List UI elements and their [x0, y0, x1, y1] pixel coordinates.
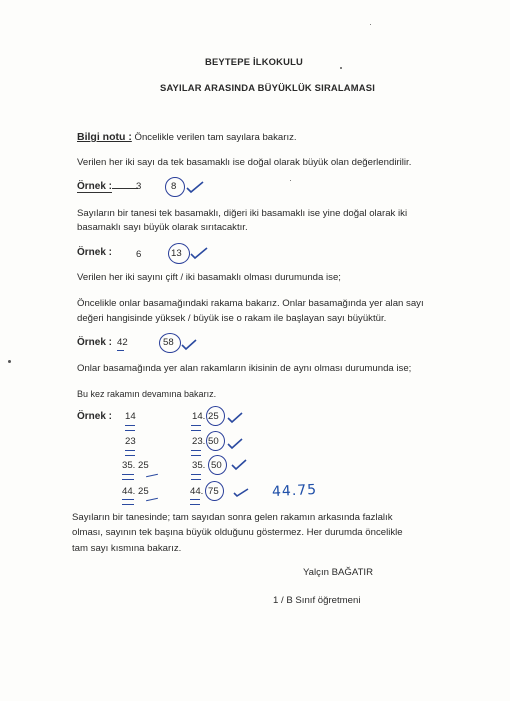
example4-label: Örnek : — [77, 411, 113, 422]
rule-same-tens: Onlar basamağında yer alan rakamların ikisinin de aynı olması durumunda ise; — [77, 363, 412, 374]
example2-b: 13 — [171, 248, 182, 259]
example3-a: 42 — [117, 337, 128, 348]
right-number-int: 23. — [192, 436, 206, 447]
rule-tens-line2: değeri hangisinde yüksek / büyük ise o rakam ile başlayan sayı büyüktür. — [77, 313, 387, 324]
check-icon — [226, 411, 244, 424]
right-number-dec: 50 — [208, 436, 219, 447]
double-underline-mark — [191, 474, 201, 480]
right-number-int: 14. — [192, 411, 206, 422]
check-icon — [230, 458, 248, 471]
example1-label: Örnek : — [77, 181, 138, 193]
double-underline-mark — [122, 474, 134, 480]
check-icon — [180, 338, 198, 351]
rule-single-digit: Verilen her iki sayı da tek basamaklı ise doğal olarak büyük olan değerlendirilir. — [77, 157, 412, 168]
rule-two-digit-line1: Sayıların bir tanesi tek basamaklı, diğeri iki basamaklı ise yine doğal olarak iki — [77, 208, 408, 219]
teacher-role: 1 / B Sınıf öğretmeni — [273, 595, 361, 606]
check-icon — [226, 437, 244, 450]
rule-tens-line1: Öncelikle onlar basamağındaki rakama bakarız. Onlar basamağında yer alan sayı — [77, 298, 424, 309]
rule-look-further: Bu kez rakamın devamına bakarız. — [77, 389, 217, 399]
left-number: 23 — [125, 436, 136, 447]
right-number-int: 44. — [190, 486, 204, 497]
teacher-name: Yalçın BAĞATIR — [303, 567, 374, 578]
underline-mark — [146, 498, 158, 501]
scan-speck — [290, 180, 291, 181]
check-icon — [232, 486, 250, 498]
right-number-dec: 50 — [211, 460, 222, 471]
scan-speck — [340, 67, 342, 69]
example3-b: 58 — [163, 337, 174, 348]
right-number-dec: 75 — [208, 486, 219, 497]
double-underline-mark — [125, 450, 135, 456]
info-note — [77, 131, 297, 144]
page-title: SAYILAR ARASINDA BÜYÜKLÜK SIRALAMASI — [160, 82, 376, 93]
conclusion-line2: olması, sayının tek başına büyük olduğunu göstermez. Her durumda öncelikle — [72, 527, 403, 538]
double-underline-mark — [125, 425, 135, 431]
rule-two-digit-line2: basamaklı sayı büyük olarak sırıtacaktır. — [77, 222, 248, 233]
double-underline-mark — [191, 425, 201, 431]
double-underline-mark — [190, 499, 200, 505]
conclusion-line1: Sayıların bir tanesinde; tam sayıdan sonra gelen rakamın arkasında fazlalık — [72, 512, 393, 523]
scan-speck — [8, 360, 11, 363]
example1-a: 3 — [136, 181, 142, 192]
example1-b: 8 — [171, 181, 177, 192]
underline-mark — [117, 350, 124, 351]
example2-label: Örnek : — [77, 247, 113, 258]
check-icon — [189, 246, 209, 260]
check-icon — [185, 180, 205, 194]
info-label: Bilgi notu : — [77, 131, 132, 143]
school-name: BEYTEPE İLKOKULU — [205, 56, 303, 67]
left-number: 44. 25 — [122, 486, 149, 497]
example2-a: 6 — [136, 249, 142, 260]
scan-speck — [370, 24, 371, 25]
right-number-int: 35. — [192, 460, 206, 471]
handwritten-answer: 44.75 — [271, 481, 318, 501]
double-underline-mark — [191, 450, 201, 456]
conclusion-line3: tam sayı kısmına bakarız. — [72, 543, 182, 554]
rule-even-digits: Verilen her iki sayını çift / iki basamaklı olması durumunda ise; — [77, 272, 341, 283]
left-number: 35. 25 — [122, 460, 149, 471]
info-text: Öncelikle verilen tam sayılara bakarız. — [134, 132, 297, 143]
right-number-dec: 25 — [208, 411, 219, 422]
underline-mark — [146, 474, 158, 477]
left-number: 14 — [125, 411, 136, 422]
double-underline-mark — [122, 499, 134, 505]
example3-label: Örnek : — [77, 337, 113, 348]
